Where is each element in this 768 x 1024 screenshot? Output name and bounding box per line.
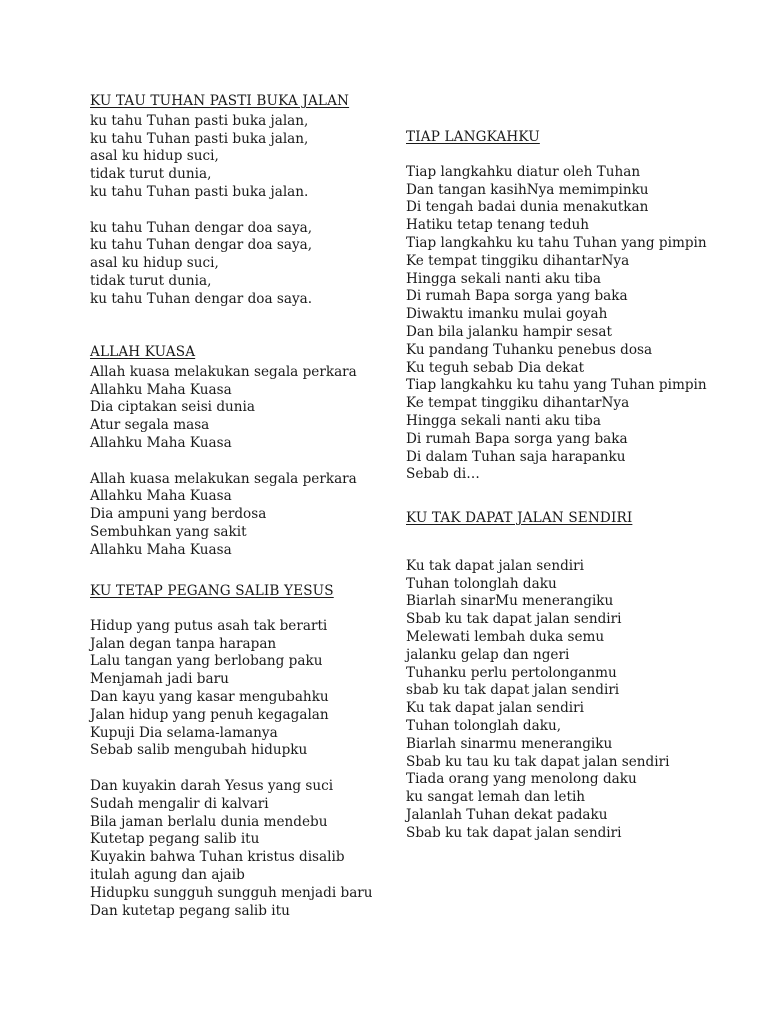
lyric-line: ku tahu Tuhan dengar doa saya, [90,237,313,254]
lyric-line: Kupuji Dia selama-lamanya [90,724,278,741]
song-ku-tak-dapat-jalan-sendiri [406,510,669,843]
lyric-line: Dan kayu yang kasar mengubahku [90,688,329,705]
lyric-line: Hatiku tetap tenang teduh [406,217,590,234]
song-lyrics [90,364,357,560]
lyric-line: Allahku Maha Kuasa [90,488,232,505]
lyric-line: Ku pandang Tuhanku penebus dosa [406,341,653,358]
lyric-line: Dan bila jalanku hampir sesat [406,323,612,340]
lyric-line: Tuhanku perlu pertolonganmu [406,664,617,681]
lyric-line: ku tahu Tuhan dengar doa saya, [90,219,313,236]
lyric-line: Diwaktu imanku mulai goyah [406,306,608,323]
lyric-line: Dia ampuni yang berdosa [90,506,267,523]
lyric-line: Sbab ku tak dapat jalan sendiri [406,611,622,628]
lyric-line: Allahku Maha Kuasa [90,381,232,398]
song-title: TIAP LANGKAHKU [406,129,540,145]
lyric-line: asal ku hidup suci, [90,255,219,272]
lyric-line: Ku tak dapat jalan sendiri [406,557,584,574]
lyric-line: Di rumah Bapa sorga yang baka [406,430,628,447]
lyric-line: Hidup yang putus asah tak berarti [90,617,328,634]
lyric-line: Allahku Maha Kuasa [90,434,232,451]
lyric-line: Dan kuyakin darah Yesus yang suci [90,777,334,794]
lyric-line: Ku teguh sebab Dia dekat [406,359,585,376]
lyric-line: Bila jaman berlalu dunia mendebu [90,813,328,830]
lyric-line: sbab ku tak dapat jalan sendiri [406,682,620,699]
song-title: ALLAH KUASA [90,344,196,360]
lyric-line: Di dalam Tuhan saja harapanku [406,448,626,465]
lyric-line: Sbab ku tau ku tak dapat jalan sendiri [406,753,670,770]
lyric-line: Biarlah sinarMu menerangiku [406,593,614,610]
lyric-line: asal ku hidup suci, [90,148,219,165]
lyric-line: Lalu tangan yang berlobang paku [90,653,323,670]
lyric-line: Biarlah sinarmu menerangiku [406,735,613,752]
song-allah-kuasa [90,344,357,560]
song-ku-tetap-pegang [90,583,373,920]
lyric-line: ku sangat lemah dan letih [406,789,586,806]
lyric-line: Tiada orang yang menolong daku [406,771,637,788]
lyric-line: Menjamah jadi baru [90,671,229,688]
lyric-line: Sebab di… [406,466,480,483]
song-ku-tau-tuhan [90,93,349,309]
stanza-gap [90,202,349,220]
lyric-line: Ke tempat tinggiku dihantarNya [406,395,630,412]
song-title: KU TAK DAPAT JALAN SENDIRI [406,510,633,526]
lyric-line: Atur segala masa [90,417,210,434]
song-title: KU TAU TUHAN PASTI BUKA JALAN [90,93,350,109]
lyric-line: Sembuhkan yang sakit [90,523,247,540]
lyric-line: Allah kuasa melakukan segala perkara [90,470,357,487]
song-tiap-langkahku [406,129,707,484]
lyric-line: Kuyakin bahwa Tuhan kristus disalib [90,849,345,866]
lyric-line: Tiap langkahku diatur oleh Tuhan [406,163,641,180]
lyric-line: Di tengah badai dunia menakutkan [406,199,649,216]
stanza-gap [90,760,373,778]
song-lyrics [406,164,707,484]
lyric-line: Di rumah Bapa sorga yang baka [406,288,628,305]
lyric-line: Ke tempat tinggiku dihantarNya [406,252,630,269]
lyric-line: Kutetap pegang salib itu [90,831,260,848]
lyric-line: ku tahu Tuhan dengar doa saya. [90,290,313,307]
lyric-line: Tuhan tolonglah daku [406,575,557,592]
lyric-line: Jalan degan tanpa harapan [90,635,277,652]
lyric-line: Hidupku sungguh sungguh menjadi baru [90,884,373,901]
lyric-line: Jalanlah Tuhan dekat padaku [406,806,608,823]
lyric-line: Dan kutetap pegang salib itu [90,902,290,919]
lyric-line: tidak turut dunia, [90,166,212,183]
lyric-line: Hingga sekali nanti aku tiba [406,270,601,287]
lyric-line: Allah kuasa melakukan segala perkara [90,363,357,380]
lyric-line: Melewati lembah duka semu [406,628,605,645]
song-lyrics [406,558,669,843]
lyric-line: ku tahu Tuhan pasti buka jalan. [90,183,309,200]
lyric-line: Allahku Maha Kuasa [90,541,232,558]
lyric-line: tidak turut dunia, [90,272,212,289]
lyric-line: ku tahu Tuhan pasti buka jalan, [90,112,309,129]
lyric-line: Tuhan tolonglah daku, [406,717,562,734]
lyric-line: Tiap langkahku ku tahu Tuhan yang pimpin [406,234,707,251]
stanza-gap [90,453,357,471]
lyric-line: Dan tangan kasihNya memimpinku [406,181,649,198]
lyric-line: Dia ciptakan seisi dunia [90,399,255,416]
song-lyrics [90,113,349,309]
song-lyrics [90,618,373,921]
lyric-line: jalanku gelap dan ngeri [406,646,570,663]
lyric-line: Hingga sekali nanti aku tiba [406,412,601,429]
lyric-line: Tiap langkahku ku tahu yang Tuhan pimpin [406,377,707,394]
lyric-line: Jalan hidup yang penuh kegagalan [90,706,329,723]
lyric-line: Sudah mengalir di kalvari [90,795,269,812]
lyric-line: Sebab salib mengubah hidupku [90,742,308,759]
lyric-line: itulah agung dan ajaib [90,866,245,883]
lyric-line: Sbab ku tak dapat jalan sendiri [406,824,622,841]
lyric-line: Ku tak dapat jalan sendiri [406,700,584,717]
song-title: KU TETAP PEGANG SALIB YESUS [90,583,334,599]
lyric-line: ku tahu Tuhan pasti buka jalan, [90,130,309,147]
